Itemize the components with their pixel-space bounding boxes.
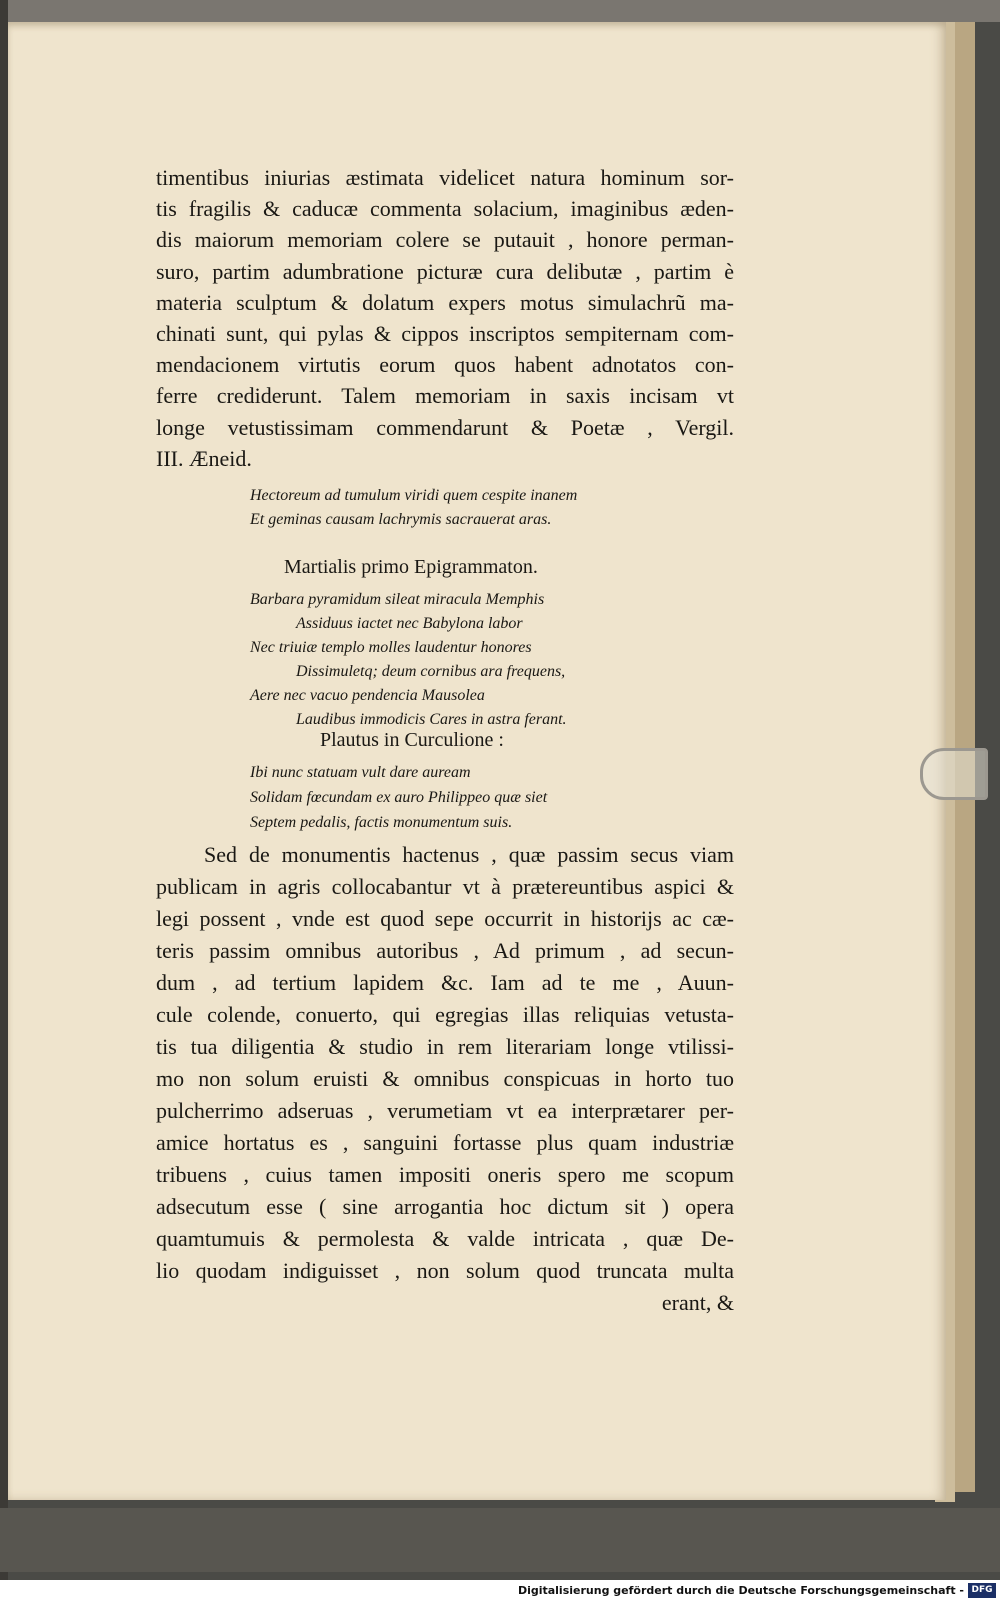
text-line: Sed de monumentis hactenus , quæ passim secus viam: [204, 842, 734, 867]
verse-line: Aere nec vacuo pendencia Mausolea: [250, 687, 485, 704]
text-line: legi possent , vnde est quod sepe occurrit in historijs ac cæ-: [156, 906, 734, 931]
text-line: quamtumuis & permolesta & valde intricata , quæ De-: [156, 1226, 734, 1251]
text-line: pulcherrimo adseruas , verumetiam vt ea interprætarer per-: [156, 1098, 734, 1123]
plautus-heading: Plautus in Curculione :: [320, 729, 504, 751]
text-line: dum , ad tertium lapidem &c. Iam ad te me , Auun-: [156, 970, 734, 995]
verse-line: Barbara pyramidum sileat miracula Memphis: [250, 591, 545, 608]
scan-bottom-edge: [0, 1508, 1000, 1572]
verse-line: Septem pedalis, factis monumentum suis.: [250, 814, 513, 831]
verse-line: Dissimuletq; deum cornibus ara frequens,: [296, 663, 566, 680]
verse-line: Solidam fœcundam ex auro Philippeo quæ siet: [250, 789, 548, 806]
paragraph-2: [156, 839, 734, 1319]
scan-top-edge: [0, 0, 1000, 22]
text-line: chinati sunt, qui pylas & cippos inscriptos sempiternam com-: [156, 321, 734, 347]
paragraph-1: [156, 162, 734, 474]
verse-line: Nec triuiæ templo molles laudentur honores: [250, 639, 532, 656]
text-line: tis tua diligentia & studio in rem literariam longe vtilissi-: [156, 1034, 734, 1059]
vergil-verses: [250, 484, 577, 532]
text-line: mendacionem virtutis eorum quos habent adnotatos con-: [156, 352, 734, 378]
text-line: cule colende, conuerto, qui egregias illas reliquias vetusta-: [156, 1002, 734, 1027]
text-line: mo non solum eruisti & omnibus conspicuas in horto tuo: [156, 1066, 734, 1091]
martial-verses: [250, 588, 567, 732]
text-line: III. Æneid.: [156, 445, 252, 471]
catchword: erant, &: [661, 1290, 734, 1315]
text-line: timentibus iniurias æstimata videlicet natura hominum sor-: [156, 165, 734, 190]
verse-line: Laudibus immodicis Cares in astra ferant.: [296, 711, 567, 728]
verse-line: Assiduus iactet nec Babylona labor: [296, 615, 523, 632]
verse-line: Ibi nunc statuam vult dare auream: [250, 764, 471, 781]
plautus-verses: [250, 760, 547, 835]
text-line: lio quodam indiguisset , non solum quod truncata multa: [156, 1258, 734, 1283]
dfg-logo: DFG: [968, 1583, 996, 1598]
text-line: publicam in agris collocabantur vt à prætereuntibus aspici &: [156, 874, 734, 899]
digitization-credit: Digitalisierung gefördert durch die Deutsche Forschungsgemeinschaft -: [517, 1584, 964, 1597]
text-line: tis fragilis & caducæ commenta solacium, imaginibus æden-: [156, 196, 734, 222]
text-line: longe vetustissimam commendarunt & Poetæ , Vergil.: [156, 414, 734, 440]
scan-left-edge: [0, 0, 8, 1604]
text-line: materia sculptum & dolatum expers motus simulachrũ ma-: [156, 289, 734, 315]
text-line: amice hortatus es , sanguini fortasse plus quam industriæ: [156, 1130, 734, 1155]
text-line: adsecutum esse ( sine arrogantia hoc dictum sit ) opera: [156, 1194, 734, 1219]
page-clip: [920, 748, 988, 800]
text-line: suro, partim adumbratione picturæ cura delibutæ , partim è: [156, 258, 734, 284]
text-line: tribuens , cuius tamen impositi oneris spero me scopum: [156, 1162, 734, 1187]
verse-line: Hectoreum ad tumulum viridi quem cespite inanem: [250, 487, 578, 504]
text-line: ferre crediderunt. Talem memoriam in saxis incisam vt: [156, 383, 734, 409]
martial-heading: Martialis primo Epigrammaton.: [284, 556, 538, 578]
text-line: dis maiorum memoriam colere se putauit , honore perman-: [156, 227, 734, 253]
verse-line: Et geminas causam lachrymis sacrauerat aras.: [250, 511, 552, 528]
text-line: teris passim omnibus autoribus , Ad primum , ad secun-: [156, 938, 734, 963]
